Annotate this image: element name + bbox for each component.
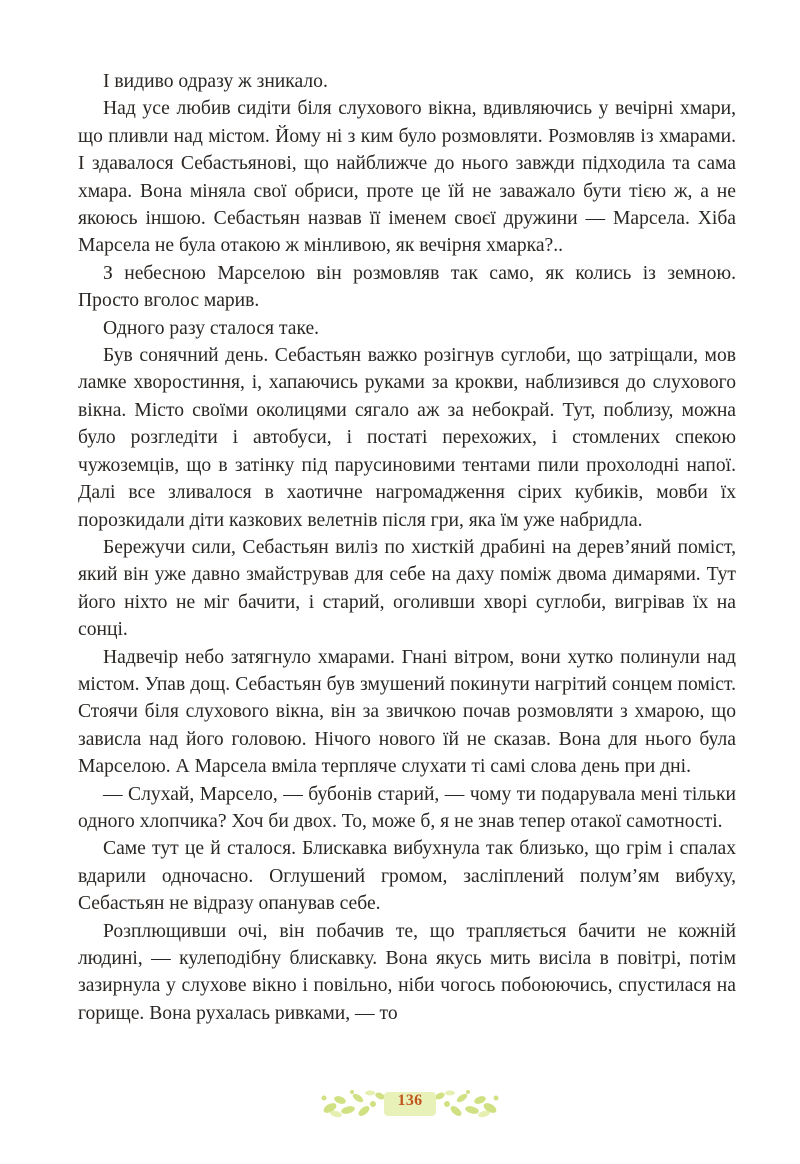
paragraph: Розплющивши очі, він побачив те, що трапляється бачити не кожній людині, — кулеподібну блискавку. Вона якусь мить висіла в повітрі, потім зазирнула у слухове вікно і повільно, ніби чогось побоюючись, спустилася на горище. Вона рухалась ривками, — то <box>78 920 736 1024</box>
page-footer <box>0 1080 800 1130</box>
page-body-text <box>78 68 736 1027</box>
ornament-left-light <box>329 1091 375 1119</box>
page-number: 136 <box>397 1092 423 1109</box>
paragraph: Одного разу сталося таке. <box>103 317 320 339</box>
paragraph: Надвечір небо затягнуло хмарами. Гнані вітром, вони хутко полинули над містом. Упав дощ. Себастьян був змушений покинути нагрітий сонцем поміст. Стоячи біля слухового вікна, він за звичкою почав розмовляти з хмарою, що зависла над його головою. Нічого нового їй не сказав. Вона для нього була Марселою. А Марсела вміла терпляче слухати ті самі слова день при дні. <box>78 646 736 778</box>
paragraph: І видиво одразу ж зникало. <box>103 71 328 92</box>
paragraph: Бережучи сили, Себастьян виліз по хисткій драбині на дерев’яний поміст, який він уже давно змайстрував для себе на даху поміж двома димарями. Тут його ніхто не міг бачити, і старий, оголивши хворі суглоби, вигрівав їх на сонці. <box>78 536 736 641</box>
paragraph: Був сонячний день. Себастьян важко розігнув суглоби, що затріщали, мов ламке хворостиння, і, хапаючись руками за крокви, наблизився до слухового вікна. Місто своїми околицями сягало аж за небокрай. Тут, поблизу, можна було розгледіти і автобуси, і постаті перехожих, і стомлених спекою чужоземців, що в затінку під парусиновими тентами пили прохолодні напої. Далі все зливалося в хаотичне нагромадження сірих кубиків, мовби їх порозкидали діти казкових велетнів після гри, яка їм уже набридла. <box>78 345 736 531</box>
paragraph: Саме тут це й сталося. Блискавка вибухнула так близько, що грім і спалах вдарили одночасно. Оглушений громом, засліплений полум’ям вибуху, Себастьян не відразу опанував себе. <box>78 838 736 915</box>
ornament-right-light <box>445 1091 491 1119</box>
paragraph: — Слухай, Марсело, — бубонів старий, — чому ти подарувала мені тільки одного хлопчика? Хоч би двох. То, може б, я не знав тепер отакої самотності. <box>78 783 736 832</box>
paragraph: З небесною Марселою він розмовляв так само, як колись із земною. Просто вголос марив. <box>78 262 736 312</box>
paragraph: Над усе любив сидіти біля слухового вікна, вдивляючись у вечірні хмари, що пливли над містом. Йому ні з ким було розмовляти. Розмовляв із хмарами. І здавалося Себастьянові, що найближче до нього завжди підходила та сама хмара. Вона міняла свої обриси, проте це їй не заважало бути тією ж, а не якоюсь іншою. Себастьян назвав її іменем своєї дружини — Марсела. Хіба Марсела не була отакою ж мінливою, як вечірня хмарка?.. <box>78 98 736 257</box>
